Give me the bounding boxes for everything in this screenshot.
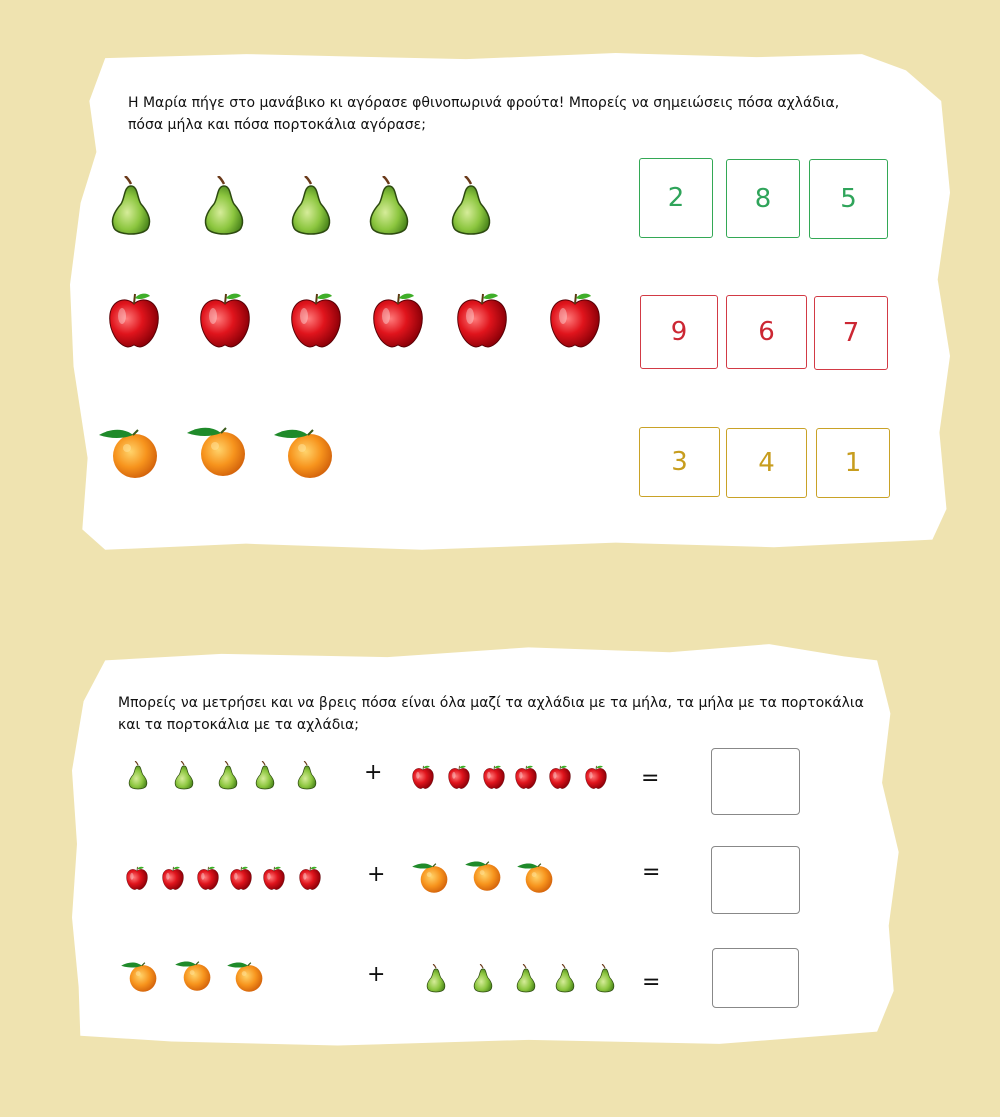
- pear-icon: [216, 761, 240, 791]
- answer-option-box[interactable]: 1: [816, 428, 890, 498]
- apple-icon: [514, 764, 538, 790]
- plus-sign: +: [367, 862, 386, 887]
- exercise-2-prompt-line-2: και τα πορτοκάλια με τα αχλάδια;: [118, 717, 359, 733]
- pear-icon: [172, 761, 196, 791]
- orange-icon: [120, 959, 160, 993]
- answer-option-box[interactable]: 4: [726, 428, 807, 498]
- pear-icon: [126, 761, 150, 791]
- sum-answer-box[interactable]: [711, 748, 800, 815]
- apple-icon: [196, 865, 220, 891]
- apple-icon: [370, 290, 426, 350]
- pear-icon: [514, 964, 538, 994]
- answer-option-box[interactable]: 5: [809, 159, 888, 239]
- exercise-1-prompt-line-1: Η Μαρία πήγε στο μανάβικο κι αγόρασε φθινοπωρινά φρούτα! Μπορείς να σημειώσεις πόσα αχλάδια,: [128, 95, 840, 111]
- pear-icon: [553, 964, 577, 994]
- pear-icon: [593, 964, 617, 994]
- equals-sign: =: [641, 766, 660, 791]
- pear-icon: [253, 761, 277, 791]
- orange-icon: [174, 958, 214, 992]
- equals-sign: =: [642, 970, 661, 995]
- apple-icon: [584, 764, 608, 790]
- apple-icon: [482, 764, 506, 790]
- apple-icon: [262, 865, 286, 891]
- orange-icon: [226, 959, 266, 993]
- answer-option-box[interactable]: 6: [726, 295, 807, 369]
- pear-icon: [199, 176, 249, 238]
- answer-option-box[interactable]: 2: [639, 158, 713, 238]
- sum-answer-box[interactable]: [712, 948, 799, 1008]
- pear-icon: [424, 964, 448, 994]
- apple-icon: [161, 865, 185, 891]
- answer-option-box[interactable]: 3: [639, 427, 720, 497]
- apple-icon: [229, 865, 253, 891]
- apple-icon: [288, 290, 344, 350]
- plus-sign: +: [364, 760, 383, 785]
- apple-icon: [447, 764, 471, 790]
- orange-icon: [464, 858, 504, 892]
- pear-icon: [364, 176, 414, 238]
- apple-icon: [411, 764, 435, 790]
- answer-option-box[interactable]: 7: [814, 296, 888, 370]
- pear-icon: [286, 176, 336, 238]
- orange-icon: [272, 424, 338, 480]
- apple-icon: [106, 290, 162, 350]
- pear-icon: [295, 761, 319, 791]
- answer-option-box[interactable]: 8: [726, 159, 800, 238]
- apple-icon: [298, 865, 322, 891]
- orange-icon: [411, 860, 451, 894]
- apple-icon: [548, 764, 572, 790]
- pear-icon: [106, 176, 156, 238]
- orange-icon: [185, 422, 251, 478]
- equals-sign: =: [642, 860, 661, 885]
- exercise-2-prompt-line-1: Μπορείς να μετρήσει και να βρεις πόσα είναι όλα μαζί τα αχλάδια με τα μήλα, τα μήλα με τα πορτοκάλια: [118, 695, 864, 711]
- pear-icon: [471, 964, 495, 994]
- apple-icon: [547, 290, 603, 350]
- exercise-1-prompt-line-2: πόσα μήλα και πόσα πορτοκάλια αγόρασε;: [128, 117, 426, 133]
- apple-icon: [454, 290, 510, 350]
- apple-icon: [197, 290, 253, 350]
- sum-answer-box[interactable]: [711, 846, 800, 914]
- orange-icon: [97, 424, 163, 480]
- answer-option-box[interactable]: 9: [640, 295, 718, 369]
- pear-icon: [446, 176, 496, 238]
- apple-icon: [125, 865, 149, 891]
- plus-sign: +: [367, 962, 386, 987]
- orange-icon: [516, 860, 556, 894]
